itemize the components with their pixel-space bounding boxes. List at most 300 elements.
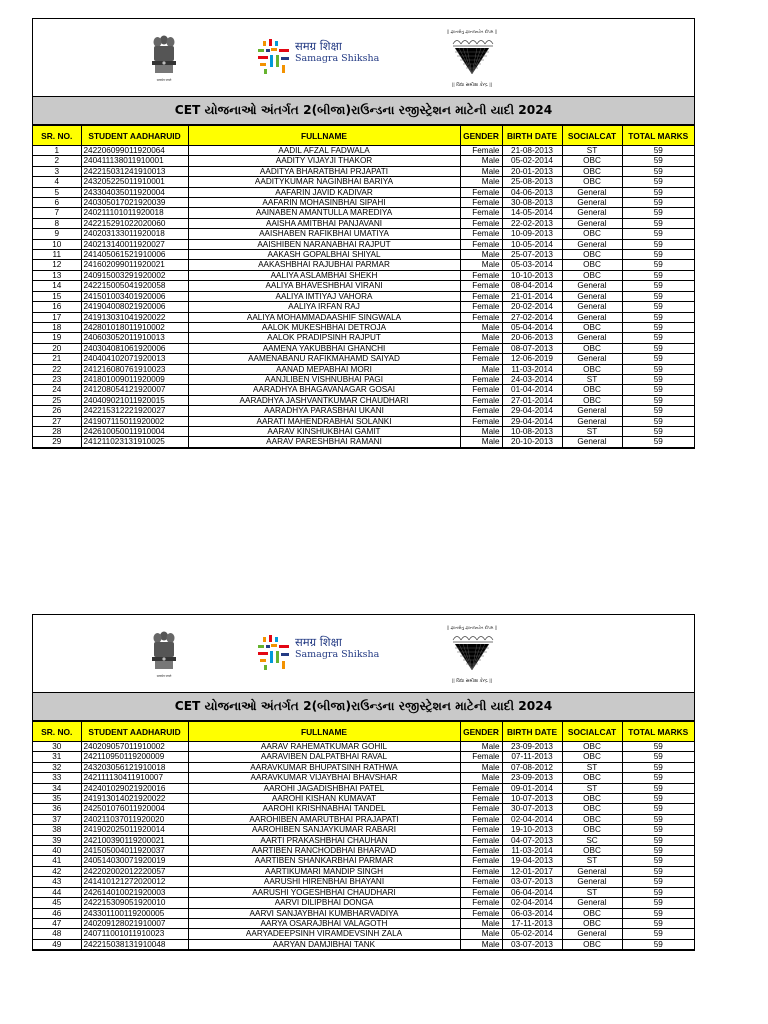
aadharuid-cell: 242215312221920027 [81,406,188,416]
gender-cell: Female [460,385,502,395]
socialcat-cell: OBC [562,270,622,280]
total-marks-cell: 59 [622,166,694,176]
total-marks-cell: 59 [622,395,694,405]
birth-date-cell: 05-02-2014 [502,929,562,939]
sr-no-cell: 23 [33,374,81,384]
fullname-cell: AAISHA AMITBHAI PANJAVANI [188,218,460,228]
gender-cell: Female [460,825,502,835]
socialcat-cell: General [562,198,622,208]
table-row [33,312,694,322]
gender-cell: Female [460,856,502,866]
samagra-shiksha-english: Samagra Shiksha [295,649,380,660]
fullname-cell: AADITY VIJAYJI THAKOR [188,156,460,166]
fullname-cell: AAKASH GOPALBHAI SHIYAL [188,250,460,260]
fullname-cell: AAROHIBEN SANJAYKUMAR RABARI [188,825,460,835]
gender-cell: Female [460,804,502,814]
gender-cell: Female [460,229,502,239]
aadharuid-cell: 242801018011910002 [81,322,188,332]
total-marks-cell: 59 [622,794,694,804]
table-row [33,239,694,249]
fullname-cell: AARUSHI YOGESHBHAI CHAUDHARI [188,887,460,897]
socialcat-cell: OBC [562,804,622,814]
birth-date-cell: 19-10-2013 [502,825,562,835]
fullname-cell: AARAVIBEN DALPATBHAI RAVAL [188,752,460,762]
sr-no-cell: 13 [33,270,81,280]
vidya-samiksha-kendra-logo [443,625,501,687]
column-header-birth-date: BIRTH DATE [502,126,562,146]
table-row [33,354,694,364]
list-title: CET યોજનાઓ અંતર્ગત 2(બીજા)રાઉન્ડના રજીસ્ટ્રેશન માટેની યાદી 2024 [33,96,694,125]
birth-date-cell: 07-08-2012 [502,762,562,772]
sr-no-cell: 29 [33,437,81,447]
gender-cell: Female [460,846,502,856]
fullname-cell: AAMENABANU RAFIKMAHAMD SAIYAD [188,354,460,364]
birth-date-cell: 06-03-2014 [502,908,562,918]
emblem-caption: सत्यमेव जयते [156,78,172,82]
aadharuid-cell: 241405061521910006 [81,250,188,260]
column-header-socialcat: SOCIALCAT [562,126,622,146]
total-marks-cell: 59 [622,783,694,793]
birth-date-cell: 10-08-2013 [502,426,562,436]
birth-date-cell: 30-08-2013 [502,198,562,208]
aadharuid-cell: 240603052011910013 [81,333,188,343]
socialcat-cell: General [562,877,622,887]
table-row [33,825,694,835]
table-row [33,198,694,208]
gender-cell: Female [460,416,502,426]
fullname-cell: AAROHI KRISHNABHAI TANDEL [188,804,460,814]
fullname-cell: AARADHYA BHAGAVANAGAR GOSAI [188,385,460,395]
table-row [33,385,694,395]
socialcat-cell: General [562,929,622,939]
socialcat-cell: General [562,239,622,249]
aadharuid-cell: 240211101011920018 [81,208,188,218]
socialcat-cell: OBC [562,939,622,949]
socialcat-cell: OBC [562,260,622,270]
sr-no-cell: 40 [33,846,81,856]
total-marks-cell: 59 [622,156,694,166]
column-header-sr-no: SR. NO. [33,722,81,742]
birth-date-cell: 12-06-2019 [502,354,562,364]
fullname-cell: AAKASHBHAI RAJUBHAI PARMAR [188,260,460,270]
gender-cell: Male [460,156,502,166]
table-row [33,783,694,793]
aadharuid-cell: 242215291022020060 [81,218,188,228]
aadharuid-cell: 241216080761910023 [81,364,188,374]
birth-date-cell: 22-02-2013 [502,218,562,228]
socialcat-cell: General [562,898,622,908]
birth-date-cell: 27-02-2014 [502,312,562,322]
total-marks-cell: 59 [622,198,694,208]
gender-cell: Male [460,773,502,783]
birth-date-cell: 21-08-2013 [502,146,562,156]
gender-cell: Female [460,908,502,918]
total-marks-cell: 59 [622,918,694,928]
gender-cell: Female [460,270,502,280]
birth-date-cell: 04-07-2013 [502,835,562,845]
aadharuid-cell: 241902025011920014 [81,825,188,835]
aadharuid-cell: 242610050011910004 [81,426,188,436]
aadharuid-cell: 242215005041920058 [81,281,188,291]
table-row [33,742,694,752]
socialcat-cell: OBC [562,229,622,239]
table-row [33,166,694,176]
socialcat-cell: OBC [562,177,622,187]
socialcat-cell: General [562,437,622,447]
fullname-cell: AARTIBEN SHANKARBHAI PARMAR [188,856,460,866]
socialcat-cell: OBC [562,794,622,804]
sr-no-cell: 6 [33,198,81,208]
fullname-cell: AARATI MAHENDRABHAI SOLANKI [188,416,460,426]
fullname-cell: AARTI PRAKASHBHAI CHAUHAN [188,835,460,845]
gender-cell: Male [460,939,502,949]
total-marks-cell: 59 [622,291,694,301]
socialcat-cell: OBC [562,908,622,918]
birth-date-cell: 20-02-2014 [502,302,562,312]
table-row [33,322,694,332]
column-header-total-marks: TOTAL MARKS [622,722,694,742]
sr-no-cell: 36 [33,804,81,814]
sr-no-cell: 11 [33,250,81,260]
national-emblem-logo [151,629,177,681]
column-header-row [33,126,694,146]
aadharuid-cell: 240514030071920019 [81,856,188,866]
aadharuid-cell: 240915003291920002 [81,270,188,280]
fullname-cell: AARAV KINSHUKBHAI GAMIT [188,426,460,436]
sr-no-cell: 33 [33,773,81,783]
socialcat-cell: General [562,866,622,876]
table-row [33,918,694,928]
aadharuid-cell: 241602099011920021 [81,260,188,270]
aadharuid-cell: 240411138011910001 [81,156,188,166]
total-marks-cell: 59 [622,312,694,322]
aadharuid-cell: 241501003401920006 [81,291,188,301]
sr-no-cell: 3 [33,166,81,176]
gender-cell: Male [460,260,502,270]
column-header-gender: GENDER [460,722,502,742]
socialcat-cell: OBC [562,156,622,166]
birth-date-cell: 17-11-2013 [502,918,562,928]
socialcat-cell: OBC [562,395,622,405]
gender-cell: Female [460,302,502,312]
total-marks-cell: 59 [622,939,694,949]
sr-no-cell: 5 [33,187,81,197]
table-row [33,395,694,405]
gender-cell: Male [460,742,502,752]
birth-date-cell: 11-03-2014 [502,364,562,374]
birth-date-cell: 11-03-2014 [502,846,562,856]
total-marks-cell: 59 [622,908,694,918]
gender-cell: Female [460,208,502,218]
birth-date-cell: 03-07-2013 [502,877,562,887]
aadharuid-cell: 241208054121920007 [81,385,188,395]
total-marks-cell: 59 [622,260,694,270]
fullname-cell: AARVI DILIPBHAI DONGA [188,898,460,908]
table-row [33,281,694,291]
list-title: CET યોજનાઓ અંતર્ગત 2(બીજા)રાઉન્ડના રજીસ્ટ્રેશન માટેની યાદી 2024 [33,692,694,721]
socialcat-cell: General [562,312,622,322]
socialcat-cell: OBC [562,825,622,835]
aadharuid-cell: 242110950119200009 [81,752,188,762]
total-marks-cell: 59 [622,385,694,395]
table-row [33,208,694,218]
fullname-cell: AARYADEEPSINH VIRAMDEVSINH ZALA [188,929,460,939]
total-marks-cell: 59 [622,877,694,887]
socialcat-cell: OBC [562,918,622,928]
aadharuid-cell: 241801009011920009 [81,374,188,384]
birth-date-cell: 20-01-2013 [502,166,562,176]
aadharuid-cell: 241904008021920006 [81,302,188,312]
table-row [33,260,694,270]
socialcat-cell: ST [562,887,622,897]
sr-no-cell: 34 [33,783,81,793]
aadharuid-cell: 243203056121910018 [81,762,188,772]
total-marks-cell: 59 [622,250,694,260]
birth-date-cell: 30-07-2013 [502,804,562,814]
sr-no-cell: 39 [33,835,81,845]
vidya-top-motto: || જ્ઞાનસેતુ જ્ઞાનજ્યોત દીપમ || [446,29,498,34]
sr-no-cell: 41 [33,856,81,866]
socialcat-cell: ST [562,856,622,866]
sr-no-cell: 44 [33,887,81,897]
birth-date-cell: 20-10-2013 [502,437,562,447]
birth-date-cell: 08-04-2014 [502,281,562,291]
sr-no-cell: 19 [33,333,81,343]
gender-cell: Female [460,783,502,793]
gender-cell: Female [460,887,502,897]
sr-no-cell: 21 [33,354,81,364]
vidya-samiksha-emblem-icon [447,34,497,78]
sr-no-cell: 31 [33,752,81,762]
table-row [33,333,694,343]
gender-cell: Male [460,177,502,187]
sr-no-cell: 17 [33,312,81,322]
birth-date-cell: 19-04-2013 [502,856,562,866]
aadharuid-cell: 242111130411910007 [81,773,188,783]
total-marks-cell: 59 [622,239,694,249]
table-row [33,908,694,918]
total-marks-cell: 59 [622,270,694,280]
total-marks-cell: 59 [622,752,694,762]
gender-cell: Male [460,929,502,939]
sr-no-cell: 9 [33,229,81,239]
aadharuid-cell: 242202002012220057 [81,866,188,876]
fullname-cell: AARADHYA PARASBHAI UKANI [188,406,460,416]
aadharuid-cell: 240409021011920015 [81,395,188,405]
gender-cell: Female [460,814,502,824]
socialcat-cell: General [562,354,622,364]
vidya-samiksha-kendra-logo [443,29,501,91]
table-row [33,302,694,312]
total-marks-cell: 59 [622,898,694,908]
birth-date-cell: 24-03-2014 [502,374,562,384]
gender-cell: Male [460,918,502,928]
gender-cell: Male [460,364,502,374]
socialcat-cell: General [562,302,622,312]
sr-no-cell: 18 [33,322,81,332]
total-marks-cell: 59 [622,416,694,426]
aadharuid-cell: 240209057011910002 [81,742,188,752]
total-marks-cell: 59 [622,773,694,783]
vidya-samiksha-emblem-icon [447,630,497,674]
fullname-cell: AARAV RAHEMATKUMAR GOHIL [188,742,460,752]
aadharuid-cell: 240711001011910023 [81,929,188,939]
birth-date-cell: 05-04-2014 [502,322,562,332]
gender-cell: Female [460,218,502,228]
fullname-cell: AAFARIN JAVID KADIVAR [188,187,460,197]
socialcat-cell: General [562,218,622,228]
vidya-samiksha-kendra-caption: || વિદ્યા સમીક્ષા કેન્દ્ર || [451,679,493,684]
total-marks-cell: 59 [622,146,694,156]
total-marks-cell: 59 [622,218,694,228]
sr-no-cell: 8 [33,218,81,228]
samagra-shiksha-icon [256,635,292,671]
aadharuid-cell: 240209128021910007 [81,918,188,928]
student-registration-table [33,721,694,950]
table-row [33,814,694,824]
fullname-cell: AALIYA ASLAMBHAI SHEKH [188,270,460,280]
total-marks-cell: 59 [622,177,694,187]
birth-date-cell: 27-01-2014 [502,395,562,405]
socialcat-cell: OBC [562,364,622,374]
socialcat-cell: General [562,416,622,426]
gender-cell: Male [460,437,502,447]
aadharuid-cell: 240211037011920020 [81,814,188,824]
fullname-cell: AAROHI KISHAN KUMAVAT [188,794,460,804]
table-row [33,804,694,814]
aadharuid-cell: 242215038131910048 [81,939,188,949]
fullname-cell: AARYA OSARAJBHAI VALAGOTH [188,918,460,928]
socialcat-cell: OBC [562,322,622,332]
table-row [33,866,694,876]
socialcat-cell: OBC [562,166,622,176]
socialcat-cell: General [562,333,622,343]
table-row [33,406,694,416]
birth-date-cell: 03-07-2013 [502,939,562,949]
samagra-shiksha-text [295,635,379,661]
sr-no-cell: 20 [33,343,81,353]
birth-date-cell: 04-06-2013 [502,187,562,197]
total-marks-cell: 59 [622,374,694,384]
table-row [33,939,694,949]
sr-no-cell: 25 [33,395,81,405]
socialcat-cell: OBC [562,846,622,856]
sheet-page-1 [32,18,695,449]
birth-date-cell: 02-04-2014 [502,814,562,824]
socialcat-cell: OBC [562,773,622,783]
socialcat-cell: OBC [562,814,622,824]
sr-no-cell: 7 [33,208,81,218]
socialcat-cell: OBC [562,343,622,353]
fullname-cell: AAMENA YAKUBBHAI GHANCHI [188,343,460,353]
birth-date-cell: 25-07-2013 [502,250,562,260]
birth-date-cell: 02-04-2014 [502,898,562,908]
fullname-cell: AARAV PARESHBHAI RAMANI [188,437,460,447]
samagra-shiksha-icon [256,39,292,75]
sr-no-cell: 27 [33,416,81,426]
student-registration-table [33,125,694,448]
fullname-cell: AANJLIBEN VISHNUBHAI PAGI [188,374,460,384]
socialcat-cell: General [562,291,622,301]
aadharuid-cell: 243205225011910001 [81,177,188,187]
birth-date-cell: 23-09-2013 [502,773,562,783]
column-header-sr-no: SR. NO. [33,126,81,146]
fullname-cell: AALOK MUKESHBHAI DETROJA [188,322,460,332]
fullname-cell: AAROHI JAGADISHBHAI PATEL [188,783,460,793]
birth-date-cell: 25-08-2013 [502,177,562,187]
sr-no-cell: 43 [33,877,81,887]
sr-no-cell: 30 [33,742,81,752]
column-header-gender: GENDER [460,126,502,146]
total-marks-cell: 59 [622,426,694,436]
total-marks-cell: 59 [622,929,694,939]
fullname-cell: AARYAN DAMJIBHAI TANK [188,939,460,949]
aadharuid-cell: 240213140011920027 [81,239,188,249]
gender-cell: Female [460,898,502,908]
fullname-cell: AALIYA IRFAN RAJ [188,302,460,312]
total-marks-cell: 59 [622,187,694,197]
table-row [33,794,694,804]
sr-no-cell: 22 [33,364,81,374]
table-row [33,146,694,156]
birth-date-cell: 01-04-2014 [502,385,562,395]
fullname-cell: AADITYA BHARATBHAI PRJAPATI [188,166,460,176]
gender-cell: Female [460,877,502,887]
socialcat-cell: General [562,281,622,291]
total-marks-cell: 59 [622,343,694,353]
table-row [33,773,694,783]
socialcat-cell: General [562,406,622,416]
table-row [33,437,694,447]
birth-date-cell: 06-04-2014 [502,887,562,897]
socialcat-cell: ST [562,426,622,436]
samagra-shiksha-hindi: समग्र शिक्षा [295,635,342,649]
birth-date-cell: 14-05-2014 [502,208,562,218]
sr-no-cell: 1 [33,146,81,156]
logo-band [33,615,694,692]
socialcat-cell: General [562,208,622,218]
column-header-birth-date: BIRTH DATE [502,722,562,742]
socialcat-cell: OBC [562,250,622,260]
emblem-caption: सत्यमेव जयते [156,674,172,678]
birth-date-cell: 05-03-2014 [502,260,562,270]
fullname-cell: AARUSHI HIRENBHAI BHAYANI [188,877,460,887]
fullname-cell: AADITYKUMAR NAGINBHAI BARIYA [188,177,460,187]
gender-cell: Female [460,146,502,156]
total-marks-cell: 59 [622,825,694,835]
total-marks-cell: 59 [622,208,694,218]
birth-date-cell: 21-01-2014 [502,291,562,301]
column-header-student-aadharuid: STUDENT AADHARUID [81,722,188,742]
birth-date-cell: 23-09-2013 [502,742,562,752]
fullname-cell: AARTIKUMARI MANDIP SINGH [188,866,460,876]
aadharuid-cell: 241913014021920022 [81,794,188,804]
sr-no-cell: 28 [33,426,81,436]
sr-no-cell: 14 [33,281,81,291]
aadharuid-cell: 243304035011920004 [81,187,188,197]
table-row [33,374,694,384]
fullname-cell: AAISHIBEN NARANABHAI RAJPUT [188,239,460,249]
gender-cell: Female [460,343,502,353]
sr-no-cell: 37 [33,814,81,824]
fullname-cell: AARADHYA JASHVANTKUMAR CHAUDHARI [188,395,460,405]
fullname-cell: AADIL AFZAL FADWALA [188,146,460,156]
gender-cell: Female [460,374,502,384]
sr-no-cell: 38 [33,825,81,835]
socialcat-cell: ST [562,783,622,793]
gender-cell: Female [460,239,502,249]
total-marks-cell: 59 [622,856,694,866]
